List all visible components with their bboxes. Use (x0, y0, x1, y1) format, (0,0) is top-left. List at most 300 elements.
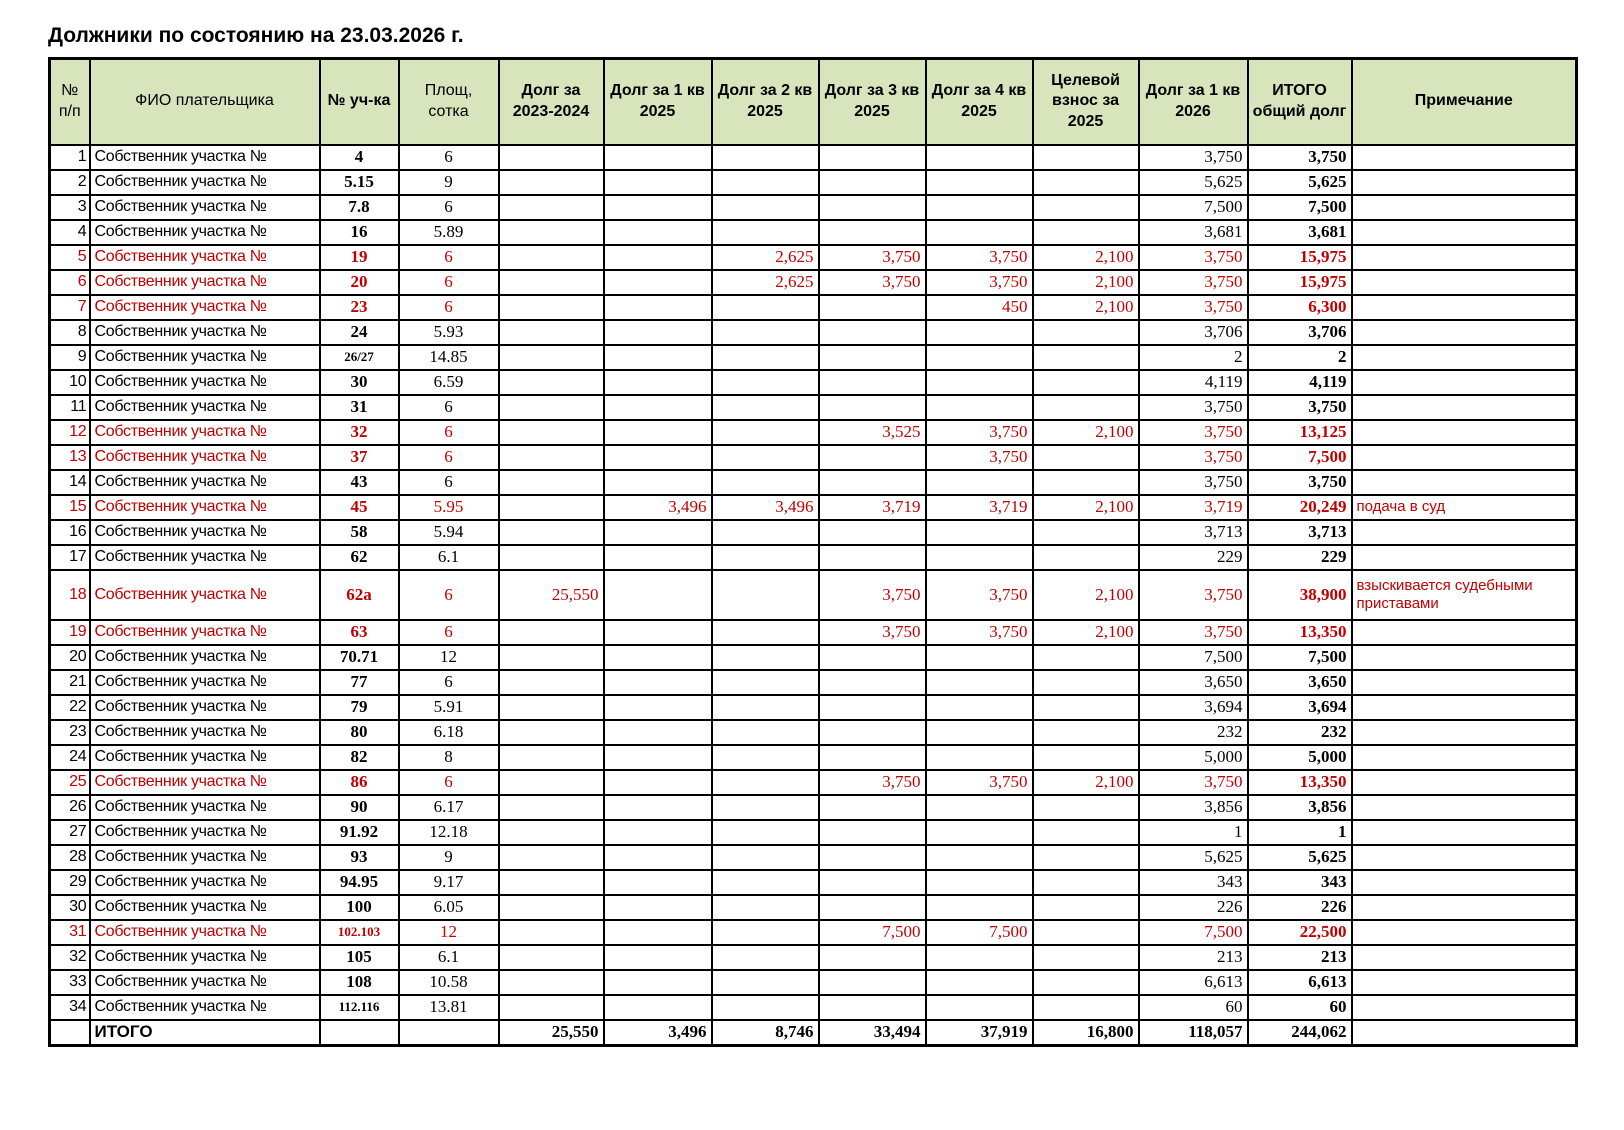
plot-number-cell: 23 (320, 295, 399, 320)
debt-cell-target: 2,100 (1033, 295, 1139, 320)
debt-cell-q4_25 (926, 370, 1033, 395)
debt-cell-d2324 (499, 370, 604, 395)
debt-cell-target (1033, 445, 1139, 470)
debt-cell-target (1033, 820, 1139, 845)
row-number-cell: 33 (50, 970, 90, 995)
row-number-cell: 22 (50, 695, 90, 720)
debt-cell-q1_26: 3,713 (1139, 520, 1248, 545)
area-cell: 6 (399, 420, 499, 445)
payer-name-cell: Собственник участка № (90, 845, 320, 870)
debt-cell-q2_25 (712, 370, 819, 395)
total-debt-cell: 213 (1248, 945, 1352, 970)
table-row (50, 195, 1577, 220)
area-cell: 5.89 (399, 220, 499, 245)
row-number-cell: 3 (50, 195, 90, 220)
area-cell: 6.18 (399, 720, 499, 745)
area-cell: 6 (399, 470, 499, 495)
plot-number-cell: 26/27 (320, 345, 399, 370)
table-row (50, 495, 1577, 520)
debt-cell-target (1033, 795, 1139, 820)
debt-cell-q2_25 (712, 145, 819, 170)
debt-cell-q2_25 (712, 970, 819, 995)
debt-cell-target (1033, 670, 1139, 695)
debt-cell-d2324 (499, 920, 604, 945)
debt-cell-q3_25: 3,525 (819, 420, 926, 445)
row-number-cell: 1 (50, 145, 90, 170)
note-cell (1352, 345, 1577, 370)
debt-cell-q3_25 (819, 645, 926, 670)
total-debt-cell: 226 (1248, 895, 1352, 920)
row-number-cell: 30 (50, 895, 90, 920)
note-cell (1352, 245, 1577, 270)
debt-cell-d2324 (499, 420, 604, 445)
note-cell (1352, 145, 1577, 170)
debt-cell-d2324 (499, 395, 604, 420)
column-header-target: Целевой взнос за 2025 (1033, 59, 1139, 145)
debt-cell-q4_25 (926, 945, 1033, 970)
debt-cell-d2324 (499, 670, 604, 695)
note-cell (1352, 395, 1577, 420)
note-cell (1352, 620, 1577, 645)
payer-name-cell: Собственник участка № (90, 720, 320, 745)
debt-cell-d2324 (499, 245, 604, 270)
area-cell: 14.85 (399, 345, 499, 370)
column-header-q2_25: Долг за 2 кв 2025 (712, 59, 819, 145)
debt-cell-q1_25 (604, 870, 712, 895)
debt-cell-q3_25 (819, 320, 926, 345)
payer-name-cell: Собственник участка № (90, 220, 320, 245)
note-cell (1352, 795, 1577, 820)
total-debt-cell: 4,119 (1248, 370, 1352, 395)
payer-name-cell: Собственник участка № (90, 295, 320, 320)
debt-cell-q4_25 (926, 395, 1033, 420)
table-row (50, 420, 1577, 445)
debt-cell-d2324 (499, 945, 604, 970)
debt-cell-q1_26: 3,750 (1139, 420, 1248, 445)
debt-cell-q1_26: 5,000 (1139, 745, 1248, 770)
table-row (50, 870, 1577, 895)
plot-number-cell: 70.71 (320, 645, 399, 670)
note-cell (1352, 895, 1577, 920)
debt-cell-target (1033, 470, 1139, 495)
total-debt-cell: 3,694 (1248, 695, 1352, 720)
debt-cell-target (1033, 695, 1139, 720)
plot-number-cell: 43 (320, 470, 399, 495)
plot-number-cell: 94.95 (320, 870, 399, 895)
plot-number-cell: 77 (320, 670, 399, 695)
table-row (50, 770, 1577, 795)
column-header-note: Примечание (1352, 59, 1577, 145)
totals-d2324-cell: 25,550 (499, 1020, 604, 1046)
row-number-cell: 20 (50, 645, 90, 670)
area-cell: 8 (399, 745, 499, 770)
debt-cell-target (1033, 145, 1139, 170)
debt-cell-q4_25: 3,750 (926, 620, 1033, 645)
row-number-cell: 5 (50, 245, 90, 270)
plot-number-cell: 79 (320, 695, 399, 720)
row-number-cell: 34 (50, 995, 90, 1020)
total-debt-cell: 343 (1248, 870, 1352, 895)
plot-number-cell: 90 (320, 795, 399, 820)
debt-cell-d2324 (499, 345, 604, 370)
payer-name-cell: Собственник участка № (90, 520, 320, 545)
payer-name-cell: Собственник участка № (90, 495, 320, 520)
table-row (50, 220, 1577, 245)
debt-cell-q4_25 (926, 795, 1033, 820)
area-cell: 5.93 (399, 320, 499, 345)
row-number-cell: 23 (50, 720, 90, 745)
debt-cell-q4_25 (926, 720, 1033, 745)
plot-number-cell: 62 (320, 545, 399, 570)
row-number-cell: 4 (50, 220, 90, 245)
debt-cell-q1_25 (604, 270, 712, 295)
debt-cell-q1_26: 3,750 (1139, 145, 1248, 170)
debt-cell-q3_25 (819, 220, 926, 245)
debt-cell-q2_25: 2,625 (712, 270, 819, 295)
debt-cell-q2_25 (712, 620, 819, 645)
debt-cell-q3_25 (819, 895, 926, 920)
area-cell: 6.1 (399, 545, 499, 570)
totals-plot-cell (320, 1020, 399, 1046)
area-cell: 9 (399, 170, 499, 195)
debt-cell-q4_25 (926, 745, 1033, 770)
debt-cell-q3_25: 3,719 (819, 495, 926, 520)
payer-name-cell: Собственник участка № (90, 445, 320, 470)
debt-cell-q4_25 (926, 545, 1033, 570)
debt-cell-q1_25 (604, 670, 712, 695)
plot-number-cell: 100 (320, 895, 399, 920)
debt-cell-d2324 (499, 970, 604, 995)
table-row (50, 970, 1577, 995)
debt-cell-q3_25 (819, 170, 926, 195)
debt-cell-q3_25 (819, 995, 926, 1020)
area-cell: 6 (399, 195, 499, 220)
payer-name-cell: Собственник участка № (90, 645, 320, 670)
total-debt-cell: 13,350 (1248, 620, 1352, 645)
debt-cell-q3_25: 3,750 (819, 570, 926, 620)
payer-name-cell: Собственник участка № (90, 870, 320, 895)
debt-cell-target (1033, 920, 1139, 945)
debt-cell-d2324 (499, 320, 604, 345)
debt-cell-target: 2,100 (1033, 770, 1139, 795)
table-header-row (50, 59, 1577, 145)
debt-cell-q4_25: 7,500 (926, 920, 1033, 945)
note-cell (1352, 295, 1577, 320)
debt-cell-q1_25 (604, 770, 712, 795)
note-cell (1352, 695, 1577, 720)
debt-cell-d2324 (499, 270, 604, 295)
debt-cell-q4_25: 450 (926, 295, 1033, 320)
total-debt-cell: 20,249 (1248, 495, 1352, 520)
debt-cell-q1_25 (604, 470, 712, 495)
debt-cell-q1_25 (604, 395, 712, 420)
row-number-cell: 31 (50, 920, 90, 945)
debt-cell-q2_25 (712, 570, 819, 620)
row-number-cell: 12 (50, 420, 90, 445)
payer-name-cell: Собственник участка № (90, 770, 320, 795)
debt-cell-q1_26: 232 (1139, 720, 1248, 745)
debt-cell-q2_25: 3,496 (712, 495, 819, 520)
totals-q1_25-cell: 3,496 (604, 1020, 712, 1046)
table-row (50, 170, 1577, 195)
page-title: Должники по состоянию на 23.03.2026 г. (48, 24, 464, 47)
debt-cell-q1_26: 3,750 (1139, 620, 1248, 645)
area-cell: 6 (399, 770, 499, 795)
area-cell: 6 (399, 295, 499, 320)
debt-cell-q1_25 (604, 820, 712, 845)
total-debt-cell: 3,750 (1248, 470, 1352, 495)
debt-cell-q4_25 (926, 845, 1033, 870)
row-number-cell: 13 (50, 445, 90, 470)
debt-cell-q2_25 (712, 945, 819, 970)
debt-cell-d2324 (499, 470, 604, 495)
table-row (50, 695, 1577, 720)
debt-cell-q1_26: 3,650 (1139, 670, 1248, 695)
debt-cell-q1_25 (604, 970, 712, 995)
debt-cell-q2_25 (712, 995, 819, 1020)
debt-cell-q4_25: 3,750 (926, 445, 1033, 470)
debt-cell-q3_25: 3,750 (819, 245, 926, 270)
area-cell: 6 (399, 620, 499, 645)
total-debt-cell: 3,681 (1248, 220, 1352, 245)
debt-cell-q1_26: 60 (1139, 995, 1248, 1020)
debt-cell-q1_26: 3,750 (1139, 470, 1248, 495)
debt-cell-q4_25 (926, 645, 1033, 670)
total-debt-cell: 60 (1248, 995, 1352, 1020)
debt-cell-target (1033, 320, 1139, 345)
debt-cell-q2_25 (712, 220, 819, 245)
plot-number-cell: 4 (320, 145, 399, 170)
debt-cell-q3_25: 3,750 (819, 270, 926, 295)
total-debt-cell: 5,625 (1248, 170, 1352, 195)
table-row (50, 245, 1577, 270)
debt-cell-q1_26: 3,750 (1139, 295, 1248, 320)
debt-cell-q4_25 (926, 170, 1033, 195)
note-cell (1352, 270, 1577, 295)
debt-cell-q3_25 (819, 670, 926, 695)
column-header-area: Площ, сотка (399, 59, 499, 145)
area-cell: 6 (399, 145, 499, 170)
payer-name-cell: Собственник участка № (90, 970, 320, 995)
row-number-cell: 6 (50, 270, 90, 295)
debt-cell-q1_26: 6,613 (1139, 970, 1248, 995)
area-cell: 12.18 (399, 820, 499, 845)
debt-cell-q2_25 (712, 645, 819, 670)
note-cell (1352, 770, 1577, 795)
area-cell: 5.95 (399, 495, 499, 520)
debt-cell-q2_25 (712, 295, 819, 320)
debt-cell-q4_25 (926, 670, 1033, 695)
payer-name-cell: Собственник участка № (90, 320, 320, 345)
total-debt-cell: 3,713 (1248, 520, 1352, 545)
debt-cell-target: 2,100 (1033, 495, 1139, 520)
debt-cell-q3_25 (819, 870, 926, 895)
plot-number-cell: 32 (320, 420, 399, 445)
debt-cell-q4_25 (926, 145, 1033, 170)
debt-cell-q1_26: 3,750 (1139, 245, 1248, 270)
table-row (50, 820, 1577, 845)
debt-cell-target (1033, 195, 1139, 220)
plot-number-cell: 62а (320, 570, 399, 620)
debt-cell-q1_26: 7,500 (1139, 195, 1248, 220)
note-cell (1352, 670, 1577, 695)
debt-cell-d2324 (499, 545, 604, 570)
note-cell: подача в суд (1352, 495, 1577, 520)
totals-q1_26-cell: 118,057 (1139, 1020, 1248, 1046)
table-row (50, 745, 1577, 770)
total-debt-cell: 232 (1248, 720, 1352, 745)
note-cell (1352, 720, 1577, 745)
plot-number-cell: 80 (320, 720, 399, 745)
total-debt-cell: 7,500 (1248, 645, 1352, 670)
area-cell: 12 (399, 920, 499, 945)
debt-cell-q4_25 (926, 895, 1033, 920)
debt-cell-q2_25 (712, 920, 819, 945)
plot-number-cell: 30 (320, 370, 399, 395)
table-row (50, 670, 1577, 695)
debt-cell-q1_25 (604, 845, 712, 870)
debt-cell-target: 2,100 (1033, 620, 1139, 645)
plot-number-cell: 24 (320, 320, 399, 345)
note-cell (1352, 995, 1577, 1020)
debt-cell-q2_25 (712, 170, 819, 195)
note-cell (1352, 645, 1577, 670)
debt-cell-q2_25 (712, 745, 819, 770)
note-cell (1352, 195, 1577, 220)
total-debt-cell: 2 (1248, 345, 1352, 370)
debt-cell-d2324 (499, 895, 604, 920)
payer-name-cell: Собственник участка № (90, 370, 320, 395)
debt-cell-q2_25 (712, 520, 819, 545)
table-row (50, 320, 1577, 345)
note-cell (1352, 520, 1577, 545)
debt-cell-q1_26: 3,856 (1139, 795, 1248, 820)
payer-name-cell: Собственник участка № (90, 745, 320, 770)
table-row (50, 795, 1577, 820)
row-number-cell: 14 (50, 470, 90, 495)
debt-cell-q1_26: 7,500 (1139, 645, 1248, 670)
debt-cell-q1_25 (604, 645, 712, 670)
debt-cell-target (1033, 970, 1139, 995)
totals-target-cell: 16,800 (1033, 1020, 1139, 1046)
plot-number-cell: 86 (320, 770, 399, 795)
debt-cell-q1_25 (604, 895, 712, 920)
debt-cell-q1_26: 3,750 (1139, 770, 1248, 795)
area-cell: 5.94 (399, 520, 499, 545)
area-cell: 13.81 (399, 995, 499, 1020)
column-header-d2324: Долг за 2023-2024 (499, 59, 604, 145)
debt-cell-target (1033, 545, 1139, 570)
note-cell: взыскивается судебными приставами (1352, 570, 1577, 620)
table-row (50, 145, 1577, 170)
debt-cell-q1_25 (604, 295, 712, 320)
payer-name-cell: Собственник участка № (90, 795, 320, 820)
debt-cell-q1_26: 5,625 (1139, 170, 1248, 195)
totals-area-cell (399, 1020, 499, 1046)
debt-cell-target (1033, 395, 1139, 420)
payer-name-cell: Собственник участка № (90, 395, 320, 420)
debt-cell-q4_25 (926, 195, 1033, 220)
debt-cell-target (1033, 745, 1139, 770)
debt-cell-q2_25 (712, 695, 819, 720)
debt-cell-q4_25 (926, 220, 1033, 245)
debt-cell-d2324 (499, 695, 604, 720)
debt-cell-q3_25: 3,750 (819, 770, 926, 795)
area-cell: 6.17 (399, 795, 499, 820)
debt-cell-q1_25 (604, 570, 712, 620)
debt-cell-target (1033, 220, 1139, 245)
debt-cell-q3_25 (819, 345, 926, 370)
total-debt-cell: 229 (1248, 545, 1352, 570)
debt-cell-q1_25 (604, 695, 712, 720)
area-cell: 6 (399, 445, 499, 470)
note-cell (1352, 370, 1577, 395)
plot-number-cell: 112.116 (320, 995, 399, 1020)
note-cell (1352, 445, 1577, 470)
area-cell: 6 (399, 395, 499, 420)
debt-cell-q1_25 (604, 795, 712, 820)
area-cell: 10.58 (399, 970, 499, 995)
note-cell (1352, 470, 1577, 495)
total-debt-cell: 15,975 (1248, 245, 1352, 270)
row-number-cell: 25 (50, 770, 90, 795)
debt-cell-q1_26: 3,750 (1139, 570, 1248, 620)
debt-cell-q1_26: 213 (1139, 945, 1248, 970)
debt-cell-q3_25 (819, 820, 926, 845)
debt-cell-d2324 (499, 770, 604, 795)
total-debt-cell: 38,900 (1248, 570, 1352, 620)
debt-cell-d2324 (499, 795, 604, 820)
debt-cell-target (1033, 995, 1139, 1020)
total-debt-cell: 3,750 (1248, 145, 1352, 170)
payer-name-cell: Собственник участка № (90, 920, 320, 945)
debt-cell-q4_25: 3,719 (926, 495, 1033, 520)
row-number-cell: 11 (50, 395, 90, 420)
table-row (50, 570, 1577, 620)
debt-cell-q1_26: 229 (1139, 545, 1248, 570)
debt-cell-q1_25 (604, 995, 712, 1020)
debt-cell-q1_26: 343 (1139, 870, 1248, 895)
debt-cell-q2_25 (712, 445, 819, 470)
debt-cell-q3_25 (819, 745, 926, 770)
debt-cell-target (1033, 370, 1139, 395)
row-number-cell: 9 (50, 345, 90, 370)
plot-number-cell: 19 (320, 245, 399, 270)
debt-cell-q3_25 (819, 795, 926, 820)
area-cell: 6 (399, 570, 499, 620)
debt-cell-q3_25: 3,750 (819, 620, 926, 645)
row-number-cell: 26 (50, 795, 90, 820)
table-row (50, 470, 1577, 495)
note-cell (1352, 420, 1577, 445)
total-debt-cell: 3,650 (1248, 670, 1352, 695)
table-row (50, 345, 1577, 370)
table-row (50, 270, 1577, 295)
row-number-cell: 2 (50, 170, 90, 195)
debt-cell-q2_25 (712, 895, 819, 920)
debt-cell-q3_25 (819, 295, 926, 320)
debt-cell-q1_25 (604, 720, 712, 745)
column-header-q1_26: Долг за 1 кв 2026 (1139, 59, 1248, 145)
debt-cell-target (1033, 845, 1139, 870)
debt-cell-target (1033, 720, 1139, 745)
plot-number-cell: 31 (320, 395, 399, 420)
debt-cell-d2324 (499, 995, 604, 1020)
payer-name-cell: Собственник участка № (90, 545, 320, 570)
plot-number-cell: 37 (320, 445, 399, 470)
debt-cell-d2324 (499, 495, 604, 520)
plot-number-cell: 102.103 (320, 920, 399, 945)
